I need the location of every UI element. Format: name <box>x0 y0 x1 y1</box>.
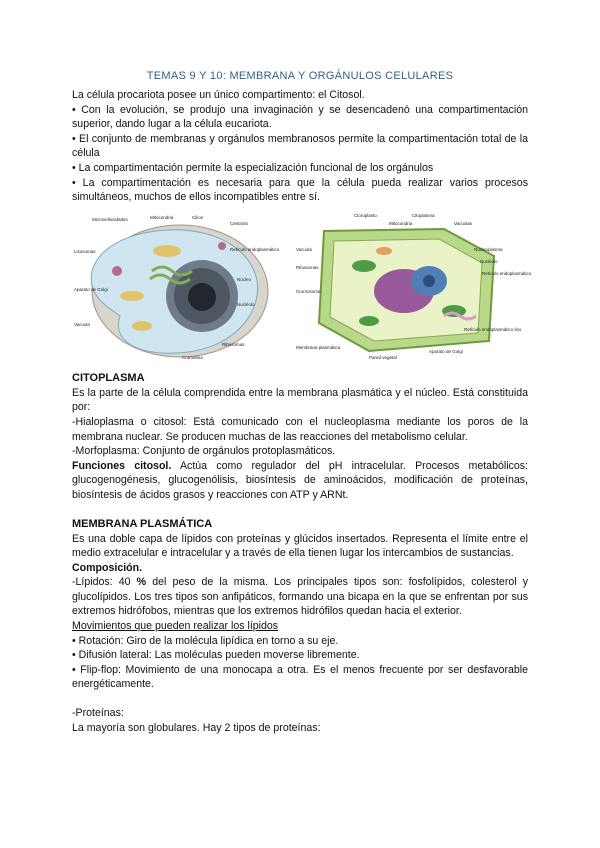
lipidos-text-rest: del peso de la misma. Los principales tipos son: fosfolípidos, colesterol y glucolípidos. Los tres tipos son anfipáticos, formando una bicapa en la que se enfrentan por sus extremos hidrófobos, mientras que los extremos hidrófilos quedan hacia el exterior. <box>72 576 528 618</box>
citoplasma-paragraph: Es la parte de la célula comprendida entre la membrana plasmática y el núcleo. Está constituida por: <box>72 386 528 414</box>
composicion-heading: Composición. <box>72 561 143 574</box>
bullet-item: • Rotación: Giro de la molécula lipídica en torno a su eje. <box>72 634 339 647</box>
document-page <box>72 68 532 735</box>
funciones-paragraph <box>72 459 528 503</box>
figure-label: Microvellosidades <box>92 216 128 222</box>
page-title: TEMAS 9 Y 10: MEMBRANA Y ORGÁNULOS CELULARES <box>146 70 454 82</box>
figure-label: Ribosomas <box>296 264 319 270</box>
figure-label: Ribosomas <box>222 341 245 347</box>
intro-line: • La compartimentación es necesaria para que la célula pueda realizar varios procesos simultáneos, muchos de ellos incompatibles entre sí. <box>72 176 528 204</box>
figure-label: Aparato de Golgi <box>74 286 108 292</box>
figure-label: Mitocondria <box>389 220 413 226</box>
funciones-label: Funciones citosol. <box>72 459 172 472</box>
figure-label: Centriolo <box>230 220 249 226</box>
figure-label: Retículo endoplasmático <box>482 270 532 276</box>
figure-label: Nucléolo <box>237 301 255 307</box>
figure-label: Vacuola <box>74 321 90 327</box>
membrana-paragraph: Es una doble capa de lípidos con proteínas y glúcidos insertados. Representa el límite entre el medio extracelular e intracelular y a través de ella tienen lugar los intercambios de sustancias. <box>72 532 528 560</box>
figure-label: Núcleo <box>237 276 252 282</box>
lipidos-percent: % <box>136 576 147 589</box>
plant-cell-figure <box>294 211 532 363</box>
figure-label: Cloroplasto <box>354 212 377 218</box>
figure-label: Pared vegetal <box>369 354 397 360</box>
lipidos-text: -Lípidos: 40 <box>72 576 137 589</box>
figure-label: Lisosomas <box>74 248 96 254</box>
intro-line: • La compartimentación permite la especialización funcional de los orgánulos <box>72 161 434 174</box>
figure-label: Retículo endoplasmático <box>230 246 280 252</box>
figure-label: Vacuola <box>296 246 312 252</box>
proteinas-paragraph: La mayoría son globulares. Hay 2 tipos de proteínas: <box>72 721 321 734</box>
citoplasma-paragraph: -Morfoplasma: Conjunto de orgánulos protoplasmáticos. <box>72 445 336 458</box>
figure-label: Citoplasma <box>412 212 435 218</box>
figure-label: Cromatina <box>182 354 203 360</box>
figure-label: Cilios <box>192 214 204 220</box>
bullet-item: • Difusión lateral: Las moléculas pueden moverse libremente. <box>72 649 360 662</box>
intro-line: • Con la evolución, se produjo una invaginación y se desencadenó una compartimentación superior, dando lugar a la célula eucariota. <box>72 103 528 131</box>
figure-label: Vacuolas <box>454 220 473 226</box>
lipidos-paragraph <box>72 575 528 619</box>
citoplasma-heading: CITOPLASMA <box>72 371 145 384</box>
proteinas-heading: -Proteínas: <box>72 707 124 720</box>
figure-label: Nucléolo <box>480 258 498 264</box>
figure-label: Aparato de Golgi <box>429 348 463 354</box>
figure-label: Nucleoplasma <box>474 246 503 252</box>
intro-line: La célula procariota posee un único compartimento: el Citosol. <box>72 89 365 101</box>
intro-line: • El conjunto de membranas y orgánulos membranosos permite la compartimentación total de la célula <box>72 132 528 160</box>
animal-cell-figure <box>72 211 280 363</box>
cell-figures <box>72 211 532 363</box>
figure-label: Membrana plasmática <box>296 344 341 350</box>
membrana-heading: MEMBRANA PLASMÁTICA <box>72 517 213 530</box>
figure-label: Cromosoma <box>296 288 321 294</box>
movimientos-heading: Movimientos que pueden realizar los lípidos <box>72 620 279 633</box>
citoplasma-paragraph: -Hialoplasma o citosol: Está comunicado con el nucleoplasma mediante los poros de la membrana nuclear. Se producen muchas de las reacciones del metabolismo celular. <box>72 415 528 443</box>
funciones-text: Actúa como regulador del pH intracelular. Procesos metabólicos: glucogenogénesis, glucogenólisis, biosíntesis de aminoácidos, modificación de proteínas, biosíntesis de ácidos grasos y reacciones con ATP y ARNt. <box>72 459 528 501</box>
figure-label: Retículo endoplasmático liso <box>464 326 522 332</box>
bullet-item: • Flip-flop: Movimiento de una monocapa a otra. Es el menos frecuente por ser desfavorable energéticamente. <box>72 663 528 691</box>
figure-label: Mitocondria <box>150 214 174 220</box>
